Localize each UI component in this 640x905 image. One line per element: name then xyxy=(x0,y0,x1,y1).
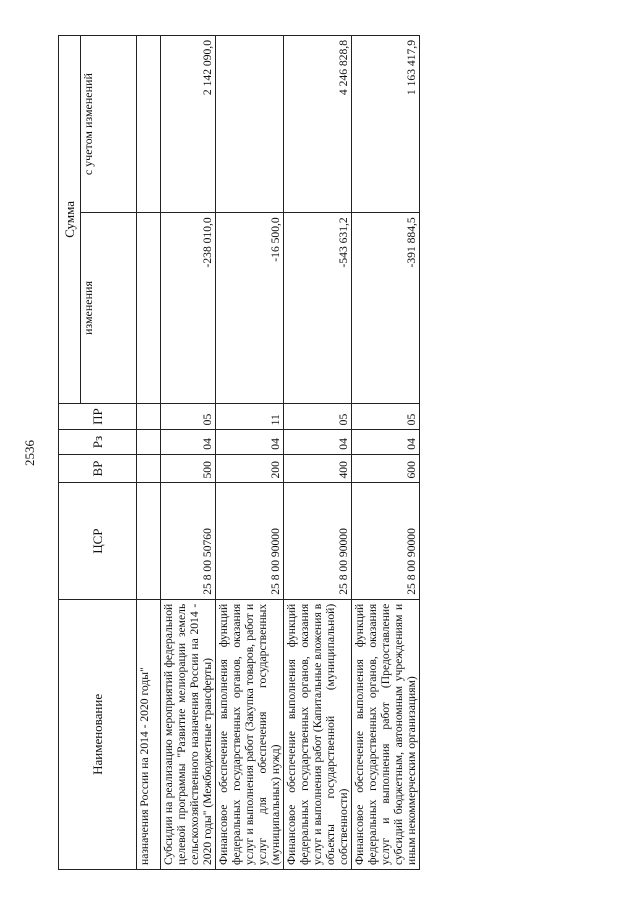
table-row xyxy=(352,36,420,870)
header-name: Наименование xyxy=(59,599,137,869)
row-name: Финансовое обеспечение выполнения функций федеральных государственных органов, оказания услуг и выполнения работ (Закупка товаров, работ и услуг для обеспечения государственных (муниципальных) нужд) xyxy=(216,599,284,869)
continuation-text: назначения России на 2014 - 2020 годы" xyxy=(137,599,161,869)
row-pr: 11 xyxy=(216,403,284,430)
row-name: Финансовое обеспечение выполнения функций федеральных государственных органов, оказания услуг и выполнения работ (Предоставление субсидий бюджетным, автономным учреждениям и иным некоммерческим организациям) xyxy=(352,599,420,869)
row-rz: 04 xyxy=(284,430,352,454)
row-csr: 25 8 00 90000 xyxy=(216,483,284,599)
header-csr: ЦСР xyxy=(59,483,137,599)
header-pr: ПР xyxy=(59,403,137,430)
row-change: -391 884,5 xyxy=(352,213,420,404)
row-total: 4 246 828,8 xyxy=(284,36,352,213)
row-total xyxy=(216,36,284,213)
row-vr: 600 xyxy=(352,454,420,483)
row-rz: 04 xyxy=(161,430,216,454)
row-rz: 04 xyxy=(352,430,420,454)
table-row xyxy=(137,36,161,870)
row-csr: 25 8 00 90000 xyxy=(352,483,420,599)
header-rz: Рз xyxy=(59,430,137,454)
header-sum: Сумма xyxy=(59,36,81,404)
page-number: 2536 xyxy=(22,440,37,466)
row-name: Субсидии на реализацию мероприятий федеральной целевой программы "Развитие мелиорации земель сельскохозяйственного назначения России на 2014 - 2020 годы" (Межбюджетные трансферты) xyxy=(161,599,216,869)
row-csr: 25 8 00 50760 xyxy=(161,483,216,599)
table-row xyxy=(216,36,284,870)
row-vr: 400 xyxy=(284,454,352,483)
row-change: -238 010,0 xyxy=(161,213,216,404)
table-header xyxy=(59,36,137,870)
row-pr: 05 xyxy=(161,403,216,430)
row-name: Финансовое обеспечение выполнения функций федеральных государственных органов, оказания услуг и выполнения работ (Капитальные вложения в объекты государственной (муниципальной) собственности) xyxy=(284,599,352,869)
row-total: 1 163 417,9 xyxy=(352,36,420,213)
row-pr: 05 xyxy=(284,403,352,430)
table-row xyxy=(284,36,352,870)
header-vr: ВР xyxy=(59,454,137,483)
budget-table xyxy=(58,35,420,870)
row-rz: 04 xyxy=(216,430,284,454)
row-change: -543 631,2 xyxy=(284,213,352,404)
row-vr: 500 xyxy=(161,454,216,483)
table-body xyxy=(137,36,420,870)
row-csr: 25 8 00 90000 xyxy=(284,483,352,599)
table-row xyxy=(161,36,216,870)
row-total: 2 142 090,0 xyxy=(161,36,216,213)
row-change: -16 500,0 xyxy=(216,213,284,404)
header-with-changes: с учетом изменений xyxy=(81,36,137,213)
row-vr: 200 xyxy=(216,454,284,483)
header-changes: изменения xyxy=(81,213,137,404)
row-pr: 05 xyxy=(352,403,420,430)
